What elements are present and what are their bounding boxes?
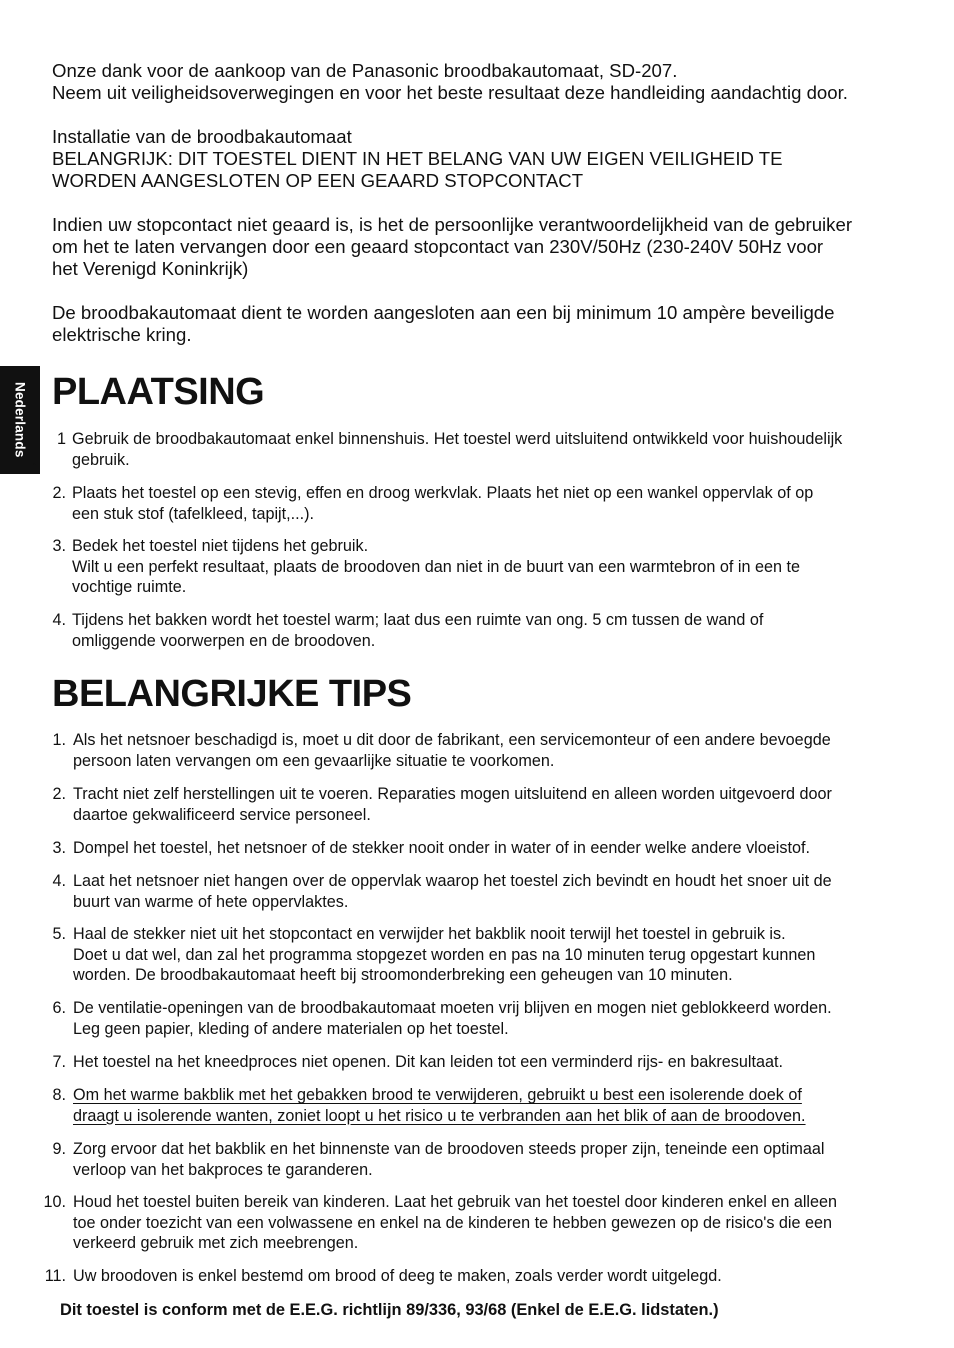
- list-item-text: persoon laten vervangen om een gevaarlijke situatie te voorkomen.: [73, 751, 555, 770]
- list-item-number: 2.: [52, 484, 66, 502]
- list-item-text: Zorg ervoor dat het bakblik en het binnenste van de broodoven steeds proper zijn, teneinde een optimaal: [73, 1140, 825, 1158]
- list-item-text: Wilt u een perfekt resultaat, plaats de broodoven dan niet in de buurt van een warmtebron of in een te: [72, 557, 800, 576]
- list-item-text: Houd het toestel buiten bereik van kinderen. Laat het gebruik van het toestel door kinderen enkel en alleen: [73, 1193, 838, 1211]
- list-item-text: een stuk stof (tafelkleed, tapijt,...).: [72, 504, 315, 523]
- list-item-text: Uw broodoven is enkel bestemd om brood of deeg te maken, zoals verder wordt uitgelegd.: [73, 1267, 722, 1285]
- list-item-text: Plaats het toestel op een stevig, effen en droog werkvlak. Plaats het niet op een wankel oppervlak of op: [72, 484, 814, 502]
- list-item-text: Gebruik de broodbakautomaat enkel binnenshuis. Het toestel werd uitsluitend ontwikkeld voor huishoudelijk: [72, 430, 843, 448]
- list-item-text: Het toestel na het kneedproces niet openen. Dit kan leiden tot een verminderd rijs- en bakresultaat.: [73, 1053, 783, 1071]
- list-item-text: Dompel het toestel, het netsnoer of de stekker nooit onder in water of in eender welke andere vloeistof.: [73, 839, 810, 857]
- list-item-number: 1.: [52, 731, 66, 749]
- section-heading-plaatsing: PLAATSING: [52, 371, 265, 413]
- list-item-text: Leg geen papier, kleding of andere materialen op het toestel.: [73, 1019, 509, 1038]
- conformity-note: Dit toestel is conform met de E.E.G. richtlijn 89/336, 93/68 (Enkel de E.E.G. lidstaten.): [60, 1301, 719, 1319]
- intro-paragraph-3: Indien uw stopcontact niet geaard is, is het de persoonlijke verantwoordelijkheid van de gebruiker om het te laten vervangen door een geaard stopcontact van 230V/50Hz (230-240V 50Hz voor het Verenigd Koninkrijk): [52, 214, 853, 279]
- list-item-text: Tracht niet zelf herstellingen uit te voeren. Reparaties mogen uitsluitend en alleen worden uitgevoerd door: [73, 785, 832, 803]
- list-item-text: toe onder toezicht van een volwassene en enkel na de kinderen te hebben gewezen op de risico's die een: [73, 1213, 833, 1232]
- list-item-number: 9.: [52, 1140, 66, 1158]
- list-item-text: draagt u isolerende wanten, zoniet loopt u het risico u te verbranden aan het blik of aan de broodoven.: [73, 1106, 806, 1125]
- list-item-number: 3.: [52, 839, 66, 857]
- list-item-text: worden. De broodbakautomaat heeft bij stroomonderbreking een geheugen van 10 minuten.: [73, 966, 733, 985]
- list-item-text: verkeerd gebruik met zich meebrengen.: [73, 1234, 359, 1253]
- intro-paragraph-4: De broodbakautomaat dient te worden aangesloten aan een bij minimum 10 ampère beveiligde elektrische kring.: [52, 302, 835, 345]
- list-item-number-dot: .: [32, 450, 37, 469]
- list-item-number: 3.: [52, 537, 66, 555]
- list-item-text: verloop van het bakproces te garanderen.: [73, 1160, 373, 1179]
- list-item-text: Als het netsnoer beschadigd is, moet u dit door de fabrikant, een servicemonteur of een andere bevoegde: [73, 731, 831, 749]
- list-item-number: 8.: [52, 1086, 66, 1104]
- list-item-number: 2.: [52, 785, 66, 803]
- list-item-text: Om het warme bakblik met het gebakken brood te verwijderen, gebruikt u best een isolerende doek of: [73, 1086, 802, 1104]
- list-item-text: Bedek het toestel niet tijdens het gebruik.: [72, 537, 369, 555]
- list-item-text: vochtige ruimte.: [72, 578, 187, 597]
- list-item-text: buurt van warme of hete oppervlaktes.: [73, 892, 349, 911]
- list-item-text: omliggende voorwerpen en de broodoven.: [72, 631, 376, 650]
- list-item-number: 10.: [43, 1193, 66, 1211]
- list-item-number: 6.: [52, 999, 66, 1017]
- list-item-number: 4.: [52, 611, 66, 629]
- section-heading-tips: BELANGRIJKE TIPS: [52, 673, 412, 715]
- list-item-text: Laat het netsnoer niet hangen over de oppervlak waarop het toestel zich bevindt en houdt het snoer uit de: [73, 872, 832, 890]
- list-item-number: 11.: [44, 1267, 66, 1285]
- list-item-text: Tijdens het bakken wordt het toestel warm; laat dus een ruimte van ong. 5 cm tussen de wand of: [72, 611, 764, 629]
- list-item-text: Doet u dat wel, dan zal het programma stopgezet worden en pas na 10 minuten terug opgestart kunnen: [73, 945, 816, 964]
- list-item-text: gebruik.: [72, 450, 130, 469]
- list-item-text: Haal de stekker niet uit het stopcontact en verwijder het bakblik nooit terwijl het toestel in gebruik is.: [73, 925, 786, 943]
- intro-paragraph-2: Installatie van de broodbakautomaat BELANGRIJK: DIT TOESTEL DIENT IN HET BELANG VAN UW EIGEN VEILIGHEID TE WORDEN AANGESLOTEN OP EEN GEAARD STOPCONTACT: [52, 126, 783, 191]
- list-item-number: 4.: [52, 872, 66, 890]
- intro-paragraph-1: Onze dank voor de aankoop van de Panasonic broodbakautomaat, SD-207. Neem uit veiligheidsoverwegingen en voor het beste resultaat deze handleiding aandachtig door.: [52, 60, 848, 103]
- list-item-number: 7.: [52, 1053, 66, 1071]
- list-item-number: 1: [56, 430, 66, 448]
- list-item-number: 5.: [52, 925, 66, 943]
- list-item-text: daartoe gekwalificeerd service personeel.: [73, 805, 371, 824]
- list-item-text: De ventilatie-openingen van de broodbakautomaat moeten vrij blijven en mogen niet geblokkeerd worden.: [73, 999, 832, 1017]
- language-side-tab: Nederlands: [0, 366, 40, 474]
